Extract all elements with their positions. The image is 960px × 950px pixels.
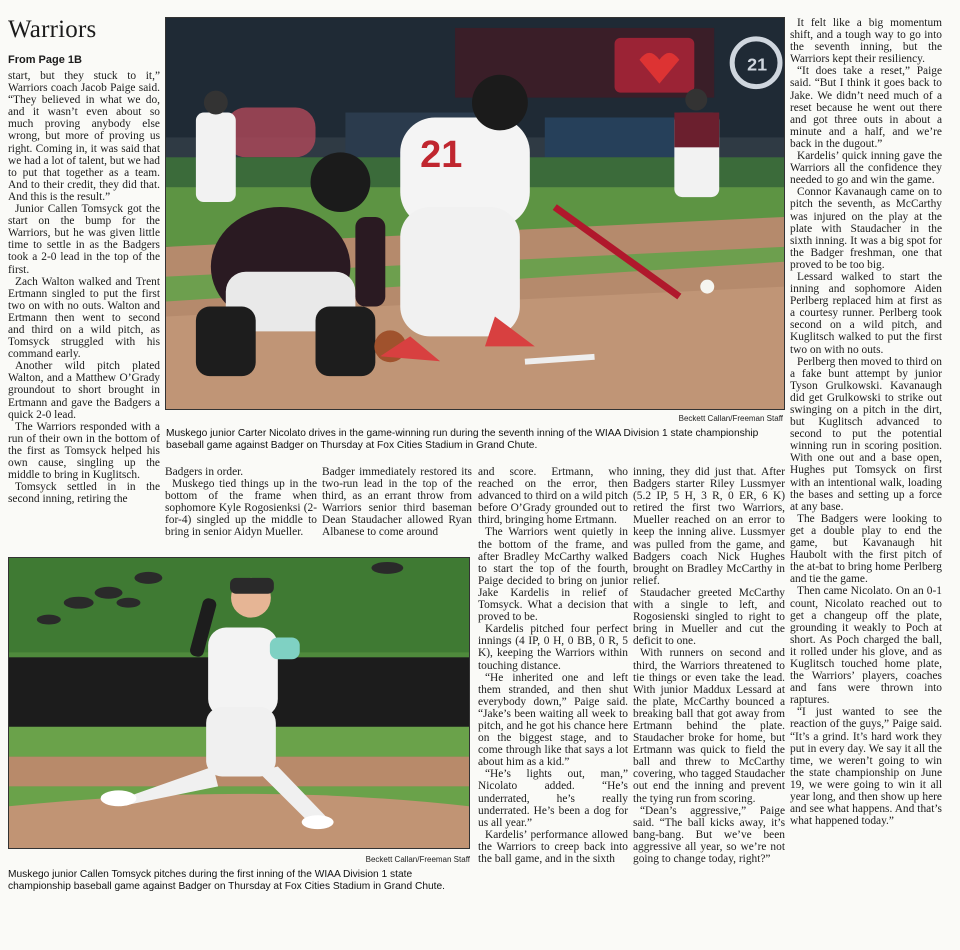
article-paragraph: “He’s lights out, man,” Nicolato added. “He’s underrated, he’s really underrated. He’s been a dog for us all year.” [478,768,628,829]
article-paragraph: Perlberg then moved to third on a fake bunt attempt by junior Tyson Grulkowski. Kavanaugh did get Grulkowski to strike out swinging on a pitch in the dirt, but Kuglitsch advanced to second to put the potential winning run in scoring position. With one out and a base open, Hughes put Tomsyck on first with an intentional walk, loading the bases and setting up a force at any base. [790,355,942,513]
article-paragraph: Lessard walked to start the inning and sophomore Aiden Perlberg replaced him at first as a courtesy runner. Perlberg took second on a wild pitch, and Kuglitsch walked to put the first two on with no outs. [790,270,942,356]
photo-credit-bottom: Beckett Callan/Freeman Staff [365,855,470,864]
article-paragraph: Staudacher greeted McCarthy with a single to left, and Rogosienski singled to right to bring in Mueller and cut the deficit to one. [633,586,785,648]
article-paragraph: Badger immediately restored its two-run lead in the top of the third, as an errant throw from Warriors senior third baseman Dean Staudacher allowed Ryan Albanese to come around [322,466,472,539]
scoreboard-number: 21 [747,54,768,75]
article-paragraph: “I just wanted to see the reaction of the guys,” Paige said. “It’s a grind. It’s hard work they put in every day. We say it all the time, we weren’t going to win the state championship on June 19, we were going to win it all year long, and then show up here and see what happens. And that’s what happened today.” [790,706,942,828]
article-paragraph: and score. Ertmann, who reached on the error, then advanced to third on a wild pitch before O’Grady grounded out to third, bringing home Ertmann. [478,466,628,527]
photo-credit-top: Beckett Callan/Freeman Staff [678,414,783,423]
article-column-6 [790,17,942,907]
article-paragraph: Connor Kavanaugh came on to pitch the seventh, as McCarthy was injured on the play at the plate with Staudacher in the sixth inning. It was a big spot for the Badger freshman, one that proved to be too big. [790,186,942,271]
baseball [700,280,714,294]
article-paragraph: Kardelis pitched four perfect innings (4 IP, 0 H, 0 BB, 0 R, 5 K), keeping the Warriors within touching distance. [478,623,628,672]
jersey-number: 21 [420,134,463,177]
photo-pitcher [8,557,470,849]
article-column-3 [322,466,472,551]
article-paragraph: The Warriors went quietly in the bottom of the frame, and after Bradley McCarthy walked to start the top of the fourth, Paige decided to bring on junior Jake Kardelis in relief of Tomsyck. What a decision that proved to be. [478,526,628,624]
article-paragraph: With runners on second and third, the Warriors threatened to tie things or even take the lead. With junior Maddux Lessard at the plate, McCarthy bounced a breaking ball that got away from Ertmann behind the plate. Staudacher broke for home, but Ertmann was quick to field the ball and threw to McCarthy covering, who tagged Staudacher out end the inning and prevent the tying run from scoring. [633,647,785,805]
photo-caption-top: Muskego junior Carter Nicolato drives in the game-winning run during the seventh inning of the WIAA Division 1 state championship baseball game against Badger on Thursday at Fox Cities Stadium in Grand Chute. [166,428,759,452]
article-column-1 [8,70,160,550]
article-paragraph: Badgers in order. [165,466,244,478]
article-paragraph: The Warriors responded with a run of their own in the bottom of the first as Tomsyck helped his own cause, singling up the middle to bring in Kuglitsch. [8,420,160,482]
article-paragraph: Junior Callen Tomsyck got the start on the bump for the Warriors, but he was given little time to settle in as the Badgers took a 2-0 lead in the top of the first. [8,203,160,276]
article-paragraph: The Badgers were looking to get a double play to end the game, but Kavanaugh hit Haubolt with the first pitch of the at-bat to bring home Perlberg and tie the game. [790,512,942,586]
article-paragraph: “It does take a reset,” Paige said. “But I think it goes back to Jake. We didn’t need much of a reset because he went out there and got three outs in about a minute and a half, and we’re back in the dugout.” [790,65,942,150]
article-paragraph: inning, they did just that. After Badgers starter Riley Lussmyer (5.2 IP, 5 H, 3 R, 0 ER, 6 K) retired the first two Warriors, Mueller reached on an error to keep the inning alive. Lussmyer was pulled from the game, and Badgers coach Nick Hughes brought on Bradley McCarthy in relief. [633,466,785,587]
article-paragraph: “Dean’s aggressive,” Paige said. “The ball kicks away, it’s bang-bang. But we’ve been aggressive all year, so we’re not going to change today, right?” [633,804,785,865]
article-paragraph: Kardelis’ performance allowed the Warriors to creep back into the ball game, and in the sixth [478,828,628,865]
photo-caption-bottom: Muskego junior Callen Tomsyck pitches during the first inning of the WIAA Division 1 state championship baseball game against Badger on Thursday at Fox Cities Stadium in Grand Chute. [8,869,445,893]
article-paragraph: Then came Nicolato. On an 0-1 count, Nicolato reached out to get a changeup off the plate, grounding it weakly to Poch at short. As Poch charged the ball, it rolled under his glove, and as Kuglitsch touched home plate, the Warriors’ players, coaches and fans were thrown into raptures. [790,585,942,707]
photo-batter-slide [165,17,785,410]
photo-batter-image [166,18,784,409]
article-paragraph: Tomsyck settled in in the second inning, retiring the [8,481,160,506]
article-paragraph: start, but they stuck to it,” Warriors coach Jacob Paige said. “They believed in what we do, and it wasn’t even about so much proving anybody else wrong, but more of proving us right. Coming in, it was said that we had a lot of talent, but we had to put that together as a team. And to their credit, they did that. And this is the result.” [8,70,160,203]
article-paragraph: Another wild pitch plated Walton, and a Matthew O’Grady groundout to short brought in Ertmann and gave the Badgers a quick 2-0 lead. [8,360,160,421]
photo-pitcher-image [9,558,469,848]
article-paragraph: Muskego tied things up in the bottom of the frame when sophomore Kyle Rogosienksi (2-for-4) singled up the middle to bring in senior Aidyn Mueller. [165,478,317,539]
article-paragraph: It felt like a big momentum shift, and a tough way to go into the seventh inning, but the Warriors kept their resiliency. [790,17,942,66]
article-column-2 [165,466,317,551]
headline: Warriors [8,16,97,43]
article-paragraph: Kardelis’ quick inning gave the Warriors all the confidence they needed to go and win the game. [790,150,942,187]
article-paragraph: Zach Walton walked and Trent Ertmann singled to put the first two on with no outs. Walton and Ertmann then went to second and third on a wild pitch, as Tomsyck struggled with his command early. [8,275,160,361]
article-paragraph: “He inherited one and left them stranded, and then shut everybody down,” Paige said. “Jake’s been waiting all week to pitch, and he got his chance here on the biggest stage, and to come through like that says a lot about him as a kid.” [478,671,628,769]
jump-line: From Page 1B [8,54,82,66]
article-column-5 [633,466,785,906]
article-column-4 [478,466,628,906]
